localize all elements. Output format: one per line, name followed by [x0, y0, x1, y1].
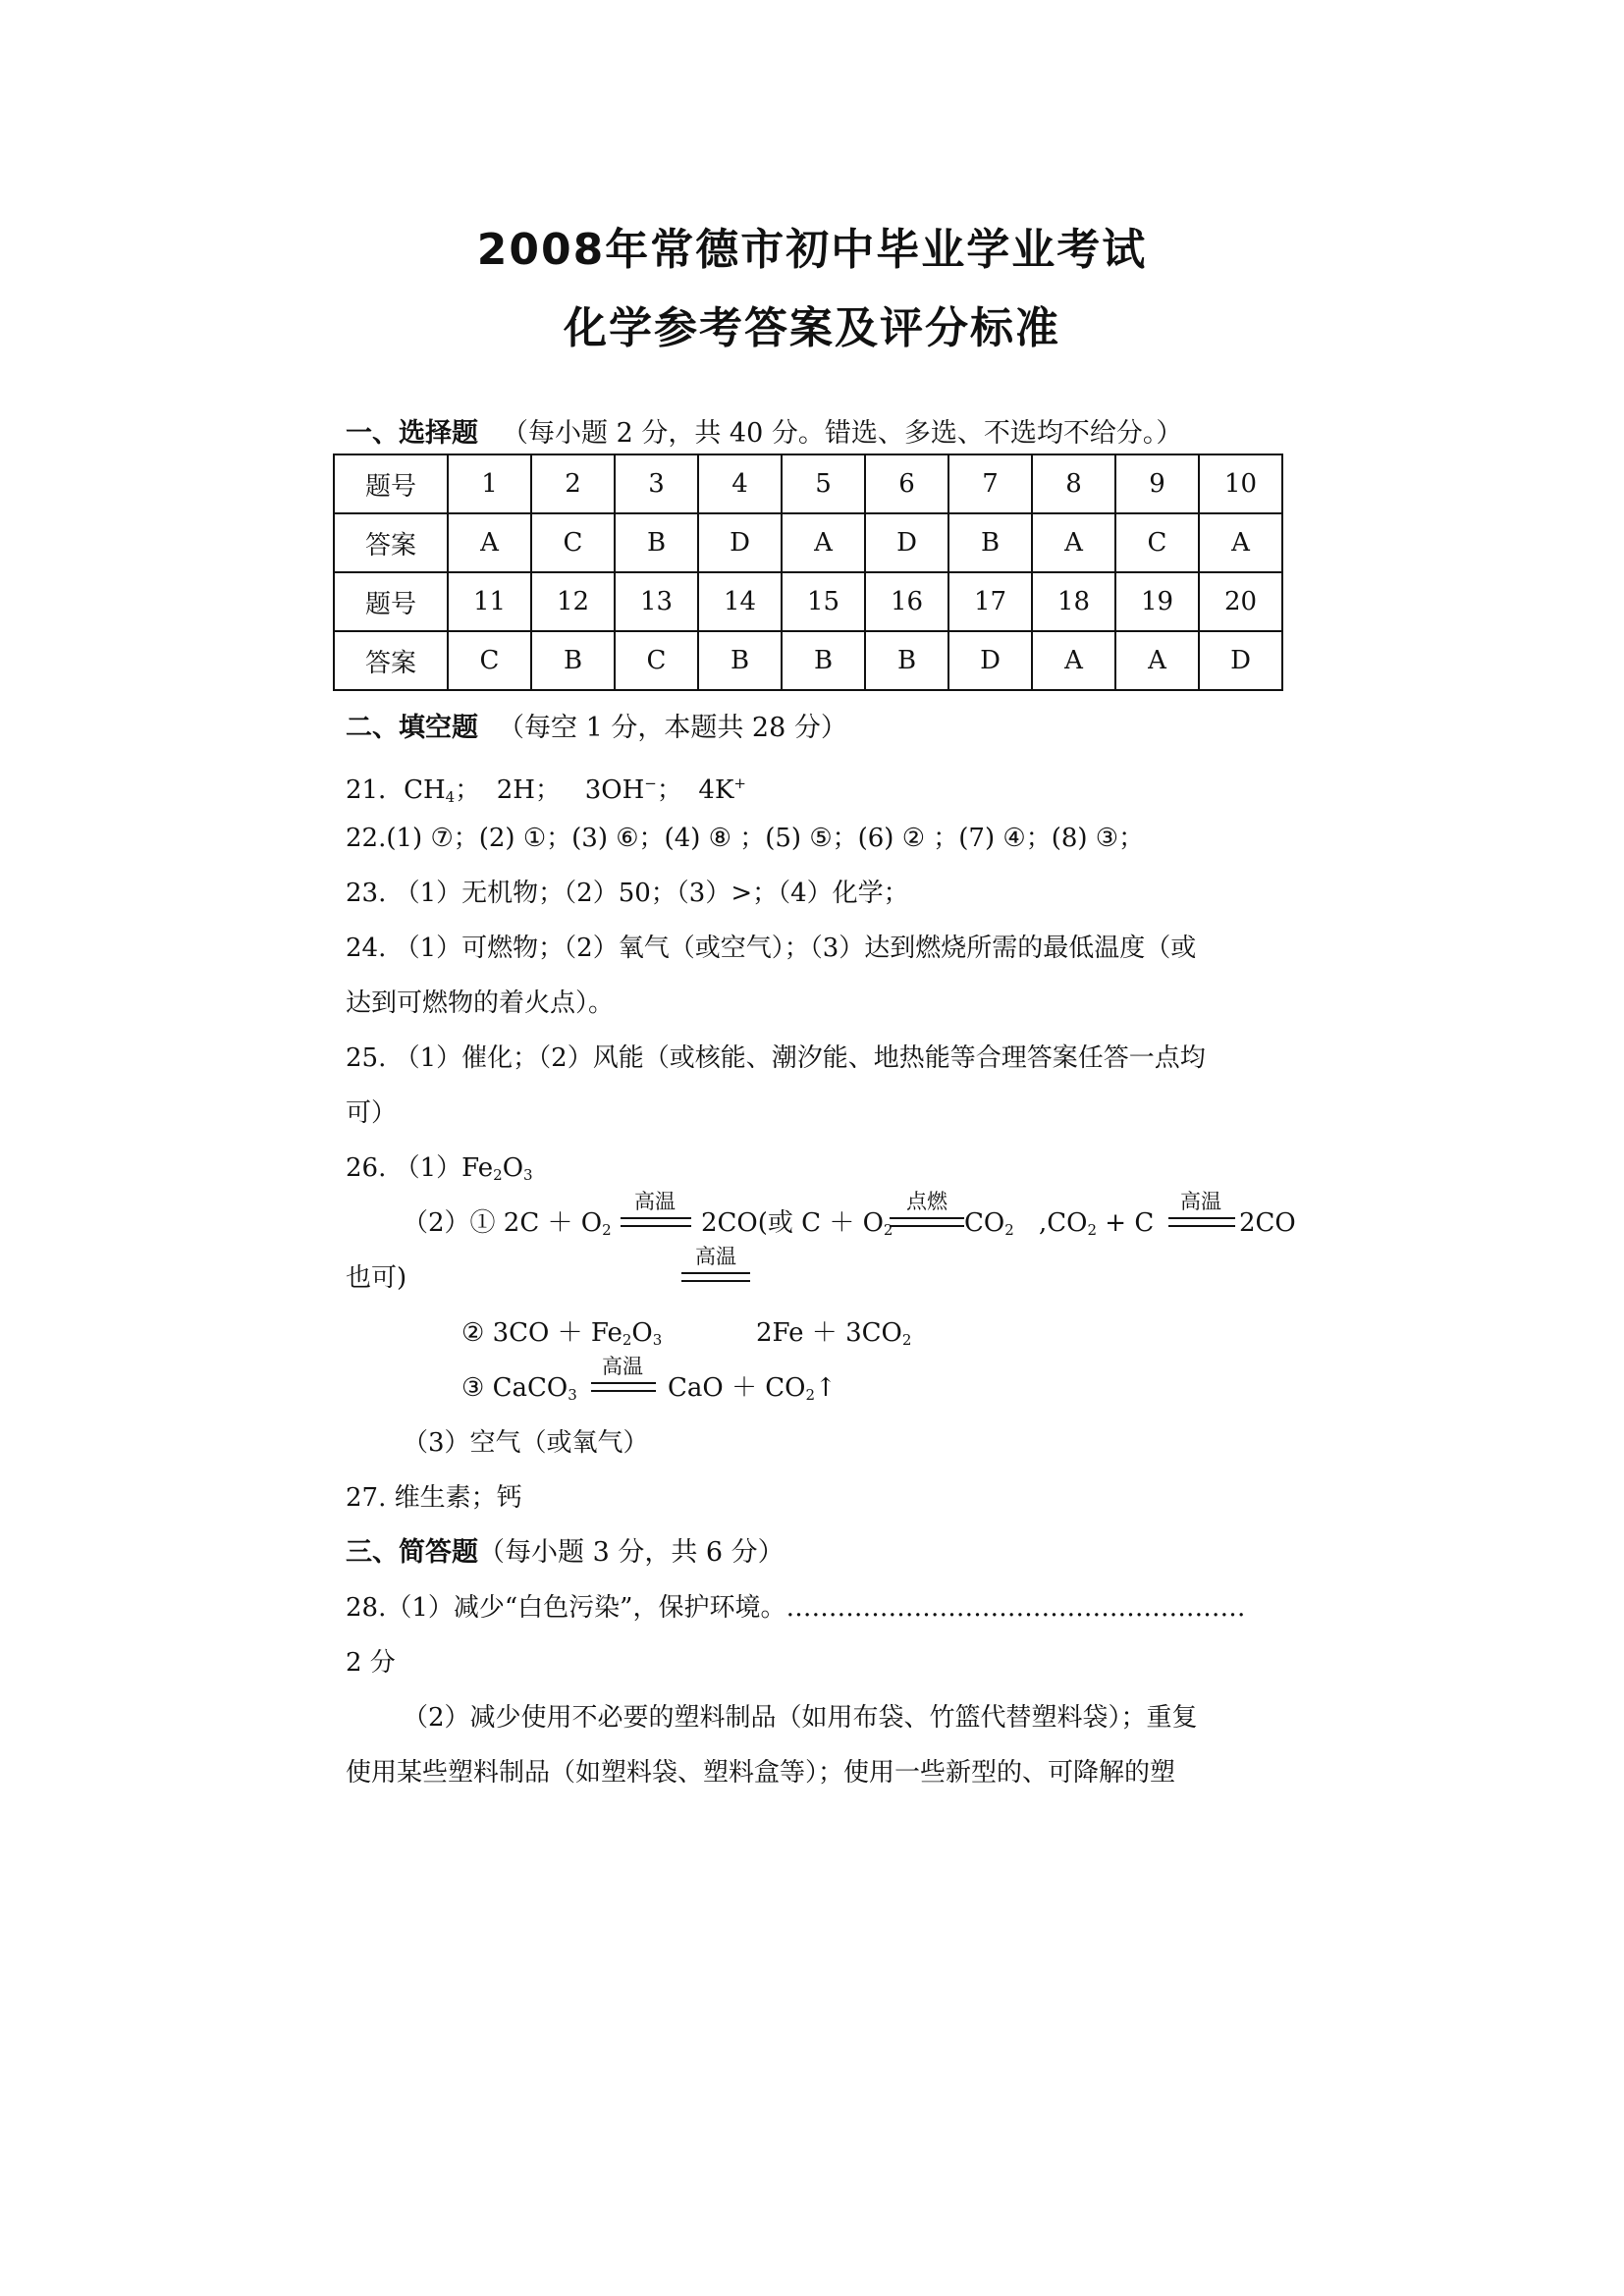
answer-23: 23. （1）无机物；（2）50；（3）>；（4）化学； — [346, 879, 909, 908]
answer-25-line2: 可） — [346, 1098, 398, 1128]
table-cell: 18 — [1032, 572, 1115, 631]
answer-26-eq1-alt: $,CO_2 + C$ — [1039, 1208, 1155, 1239]
table-cell: A — [1115, 631, 1199, 690]
table-cell: 3 — [615, 454, 698, 513]
table-cell: A — [448, 513, 531, 572]
answer-26-eq3-right: CaO ＋ $CO_2↑$ — [668, 1373, 837, 1404]
table-cell: D — [1199, 631, 1282, 690]
answer-26-tail: 也可) — [346, 1263, 407, 1293]
table-cell: A — [1032, 631, 1115, 690]
table-cell: B — [865, 631, 948, 690]
table-cell: C — [448, 631, 531, 690]
condition-ignite: 点燃 — [906, 1190, 947, 1213]
answer-25-line1: 25. （1）催化；（2）风能（或核能、潮汐能、地热能等合理答案任答一点均 — [346, 1043, 1206, 1073]
table-row — [334, 513, 1282, 572]
double-line-symbol — [1168, 1217, 1235, 1227]
answer-26-eq2-right: $2Fe + 3CO_2$ — [756, 1318, 912, 1349]
table-cell: 17 — [948, 572, 1032, 631]
section-3-heading — [346, 1533, 785, 1573]
table-cell: 1 — [448, 454, 531, 513]
table-row — [334, 454, 1282, 513]
answer-26-eq1-mid: 2CO(或 $C + O_2$ — [701, 1208, 893, 1239]
table-cell: A — [1199, 513, 1282, 572]
table-cell: 15 — [782, 572, 865, 631]
double-line-symbol — [890, 1217, 964, 1227]
table-cell: 20 — [1199, 572, 1282, 631]
section-1-title: 一、选择题 — [346, 418, 478, 449]
table-cell: 7 — [948, 454, 1032, 513]
answer-table — [333, 454, 1283, 691]
table-cell: 12 — [531, 572, 615, 631]
table-cell: 5 — [782, 454, 865, 513]
table-row — [334, 631, 1282, 690]
answer-26-eq3-left: ③ CaCO$_3$ — [461, 1373, 577, 1404]
answer-28-part2-line2: 使用某些塑料制品（如塑料袋、塑料盒等）；使用一些新型的、可降解的塑 — [346, 1758, 1176, 1788]
section-2-note: （每空 1 分，本题共 28 分） — [498, 713, 847, 743]
answer-26-part1: 26. $(1)Fe_2O_3$ — [346, 1153, 533, 1184]
double-line-symbol — [621, 1217, 691, 1227]
table-cell: D — [698, 513, 782, 572]
document-title: 2008年常德市初中毕业学业考试 — [476, 225, 1148, 275]
table-row — [334, 572, 1282, 631]
row-label: 答案 — [334, 631, 448, 690]
table-cell: 8 — [1032, 454, 1115, 513]
answer-27: 27. 维生素；钙 — [346, 1483, 522, 1513]
table-cell: 19 — [1115, 572, 1199, 631]
table-cell: C — [531, 513, 615, 572]
table-cell: C — [615, 631, 698, 690]
condition-high-temp: 高温 — [634, 1190, 676, 1213]
table-cell: 13 — [615, 572, 698, 631]
answer-26-eq1-co2: $CO_2$ — [964, 1208, 1014, 1239]
answer-28-part2-line1: （2）减少使用不必要的塑料制品（如用布袋、竹篮代替塑料袋）；重复 — [403, 1703, 1198, 1733]
condition-high-temp: 高温 — [602, 1355, 643, 1378]
table-cell: B — [948, 513, 1032, 572]
answer-28-score: 2 分 — [346, 1648, 396, 1678]
table-cell: D — [865, 513, 948, 572]
document-subtitle: 化学参考答案及评分标准 — [564, 303, 1060, 353]
answer-26-eq1-end: 2CO — [1239, 1208, 1296, 1238]
double-line-symbol — [681, 1272, 750, 1282]
section-2-heading — [346, 709, 847, 748]
answer-26-eq1-left: （2）① $2C + O_2$ — [403, 1208, 612, 1239]
answer-26-eq2-left: ② $3CO + Fe_2O_3$ — [461, 1318, 663, 1349]
section-3-title: 三、简答题 — [346, 1537, 478, 1568]
table-cell: 4 — [698, 454, 782, 513]
table-cell: 16 — [865, 572, 948, 631]
answer-24-line2: 达到可燃物的着火点）。 — [346, 988, 615, 1018]
double-line-symbol — [591, 1382, 656, 1392]
answer-21: 21．$CH_4$； 2H； 3OH−； 4K+ — [346, 774, 746, 806]
table-cell: 2 — [531, 454, 615, 513]
table-cell: 6 — [865, 454, 948, 513]
condition-high-temp: 高温 — [695, 1245, 736, 1268]
answer-28-part1: 28.（1）减少“白色污染”，保护环境。……………………………………………… — [346, 1593, 1246, 1623]
row-label: 题号 — [334, 454, 448, 513]
row-label: 答案 — [334, 513, 448, 572]
answer-26-part3: （3）空气（或氧气） — [403, 1428, 649, 1458]
table-cell: C — [1115, 513, 1199, 572]
answer-24-line1: 24. （1）可燃物；（2）氧气（或空气）；（3）达到燃烧所需的最低温度（或 — [346, 934, 1197, 963]
section-3-note: （每小题 3 分，共 6 分） — [478, 1537, 785, 1568]
section-2-title: 二、填空题 — [346, 713, 478, 743]
row-label: 题号 — [334, 572, 448, 631]
table-cell: 11 — [448, 572, 531, 631]
table-cell: 14 — [698, 572, 782, 631]
table-cell: 10 — [1199, 454, 1282, 513]
table-cell: B — [698, 631, 782, 690]
table-cell: B — [782, 631, 865, 690]
table-cell: D — [948, 631, 1032, 690]
section-1-note: （每小题 2 分，共 40 分。错选、多选、不选均不给分。） — [502, 418, 1183, 449]
answer-22: 22.(1) ⑦；(2) ①；(3) ⑥；(4) ⑧ ；(5) ⑤；(6) ② ；(7) ④；(8) ③； — [346, 824, 1145, 853]
table-cell: B — [531, 631, 615, 690]
table-cell: B — [615, 513, 698, 572]
section-1-heading — [346, 414, 1182, 454]
table-cell: A — [1032, 513, 1115, 572]
up-arrow-icon: ↑ — [815, 1373, 837, 1403]
condition-high-temp: 高温 — [1180, 1190, 1221, 1213]
table-cell: A — [782, 513, 865, 572]
table-cell: 9 — [1115, 454, 1199, 513]
